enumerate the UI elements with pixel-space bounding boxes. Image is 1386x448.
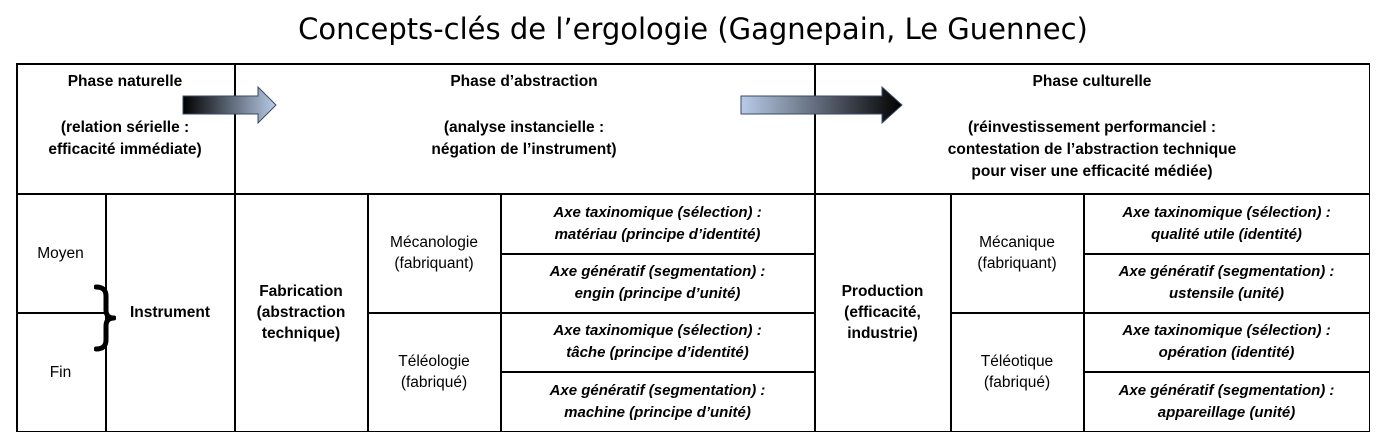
production-line: (efficacité,: [844, 304, 921, 321]
phase-abstraction-desc-line: (analyse instancielle :: [443, 119, 605, 136]
mecanique-line: (fabriquant): [977, 255, 1057, 272]
teleotique-line: Téléotique: [980, 353, 1054, 370]
axe-line: Axe taxinomique (sélection) :: [553, 203, 762, 221]
abstraction-axe-4: [501, 372, 814, 431]
page-title: Concepts-clés de l’ergologie (Gagnepain, Le Guennec): [298, 12, 1088, 46]
table-border-top: [16, 63, 1370, 65]
axe-line: tâche (principe d’identité): [566, 344, 749, 361]
axe-line: Axe taxinomique (sélection) :: [553, 322, 762, 339]
teleotique-cell: [951, 313, 1083, 431]
teleologie-line: (fabriqué): [400, 374, 468, 391]
production-cell: [815, 194, 950, 431]
mecanique-cell: [951, 194, 1083, 312]
phase-culturelle-desc-line: pour viser une efficacité médiée): [971, 163, 1213, 180]
axe-line: opération (identité): [1158, 344, 1295, 361]
ergology-table: [16, 63, 1370, 432]
abstraction-axe-3: [501, 313, 814, 371]
axe-line: Axe taxinomique (sélection) :: [1122, 322, 1331, 339]
phase-abstraction-desc: [234, 117, 814, 161]
axe-line: qualité utile (identité): [1151, 225, 1302, 243]
phase-culturelle-desc: [814, 117, 1370, 183]
axe-line: Axe taxinomique (sélection) :: [1122, 203, 1331, 221]
axe-line: appareillage (unité): [1157, 403, 1296, 421]
phase-culturelle-desc-line: (réinvestissement performanciel :: [967, 119, 1217, 136]
axe-line: ustensile (unité): [1168, 285, 1284, 302]
phase-abstraction-title: Phase d’abstraction: [450, 73, 598, 90]
fabrication-cell: [235, 194, 367, 431]
axe-line: Axe génératif (segmentation) :: [549, 381, 766, 399]
mecanologie-line: Mécanologie: [390, 234, 478, 251]
axe-line: Axe génératif (segmentation) :: [1118, 263, 1335, 280]
teleologie-line: Téléologie: [398, 353, 470, 370]
production-line: Production: [841, 283, 924, 300]
abstraction-axe-1: [501, 194, 814, 253]
axe-line: Axe génératif (segmentation) :: [1118, 381, 1335, 399]
gradient-arrow-icon: [740, 86, 904, 124]
phase-naturelle-desc-line: efficacité immédiate): [48, 141, 202, 158]
moyen-label: Moyen: [37, 244, 84, 262]
axe-line: Axe génératif (segmentation) :: [549, 263, 766, 280]
fin-label: Fin: [49, 363, 72, 381]
culturelle-axe-2: [1084, 254, 1369, 312]
culturelle-axe-1: [1084, 194, 1369, 253]
teleologie-cell: [368, 313, 500, 431]
phase-naturelle-desc-line: (relation sérielle :: [60, 119, 190, 136]
fabrication-line: technique): [261, 325, 341, 342]
culturelle-axe-3: [1084, 313, 1369, 371]
phase-culturelle-title: Phase culturelle: [1032, 73, 1152, 90]
mecanique-line: Mécanique: [979, 234, 1055, 251]
phase-culturelle-desc-line: contestation de l’abstraction technique: [947, 141, 1237, 158]
production-line: industrie): [847, 325, 918, 342]
phase-naturelle-title: Phase naturelle: [67, 73, 183, 90]
axe-line: machine (principe d’unité): [564, 403, 751, 421]
fabrication-line: (abstraction: [256, 304, 346, 321]
gradient-arrow-icon: [182, 86, 278, 124]
mecanologie-line: (fabriquant): [394, 255, 474, 272]
fabrication-line: Fabrication: [259, 283, 343, 300]
phase-abstraction-desc-line: négation de l’instrument): [431, 141, 617, 158]
mecanologie-cell: [368, 194, 500, 312]
instrument-label: Instrument: [129, 304, 211, 321]
teleotique-line: (fabriqué): [983, 374, 1051, 391]
culturelle-axe-4: [1084, 372, 1369, 431]
axe-line: engin (principe d’unité): [574, 285, 741, 302]
abstraction-axe-2: [501, 254, 814, 312]
axe-line: matériau (principe d’identité): [554, 225, 761, 243]
